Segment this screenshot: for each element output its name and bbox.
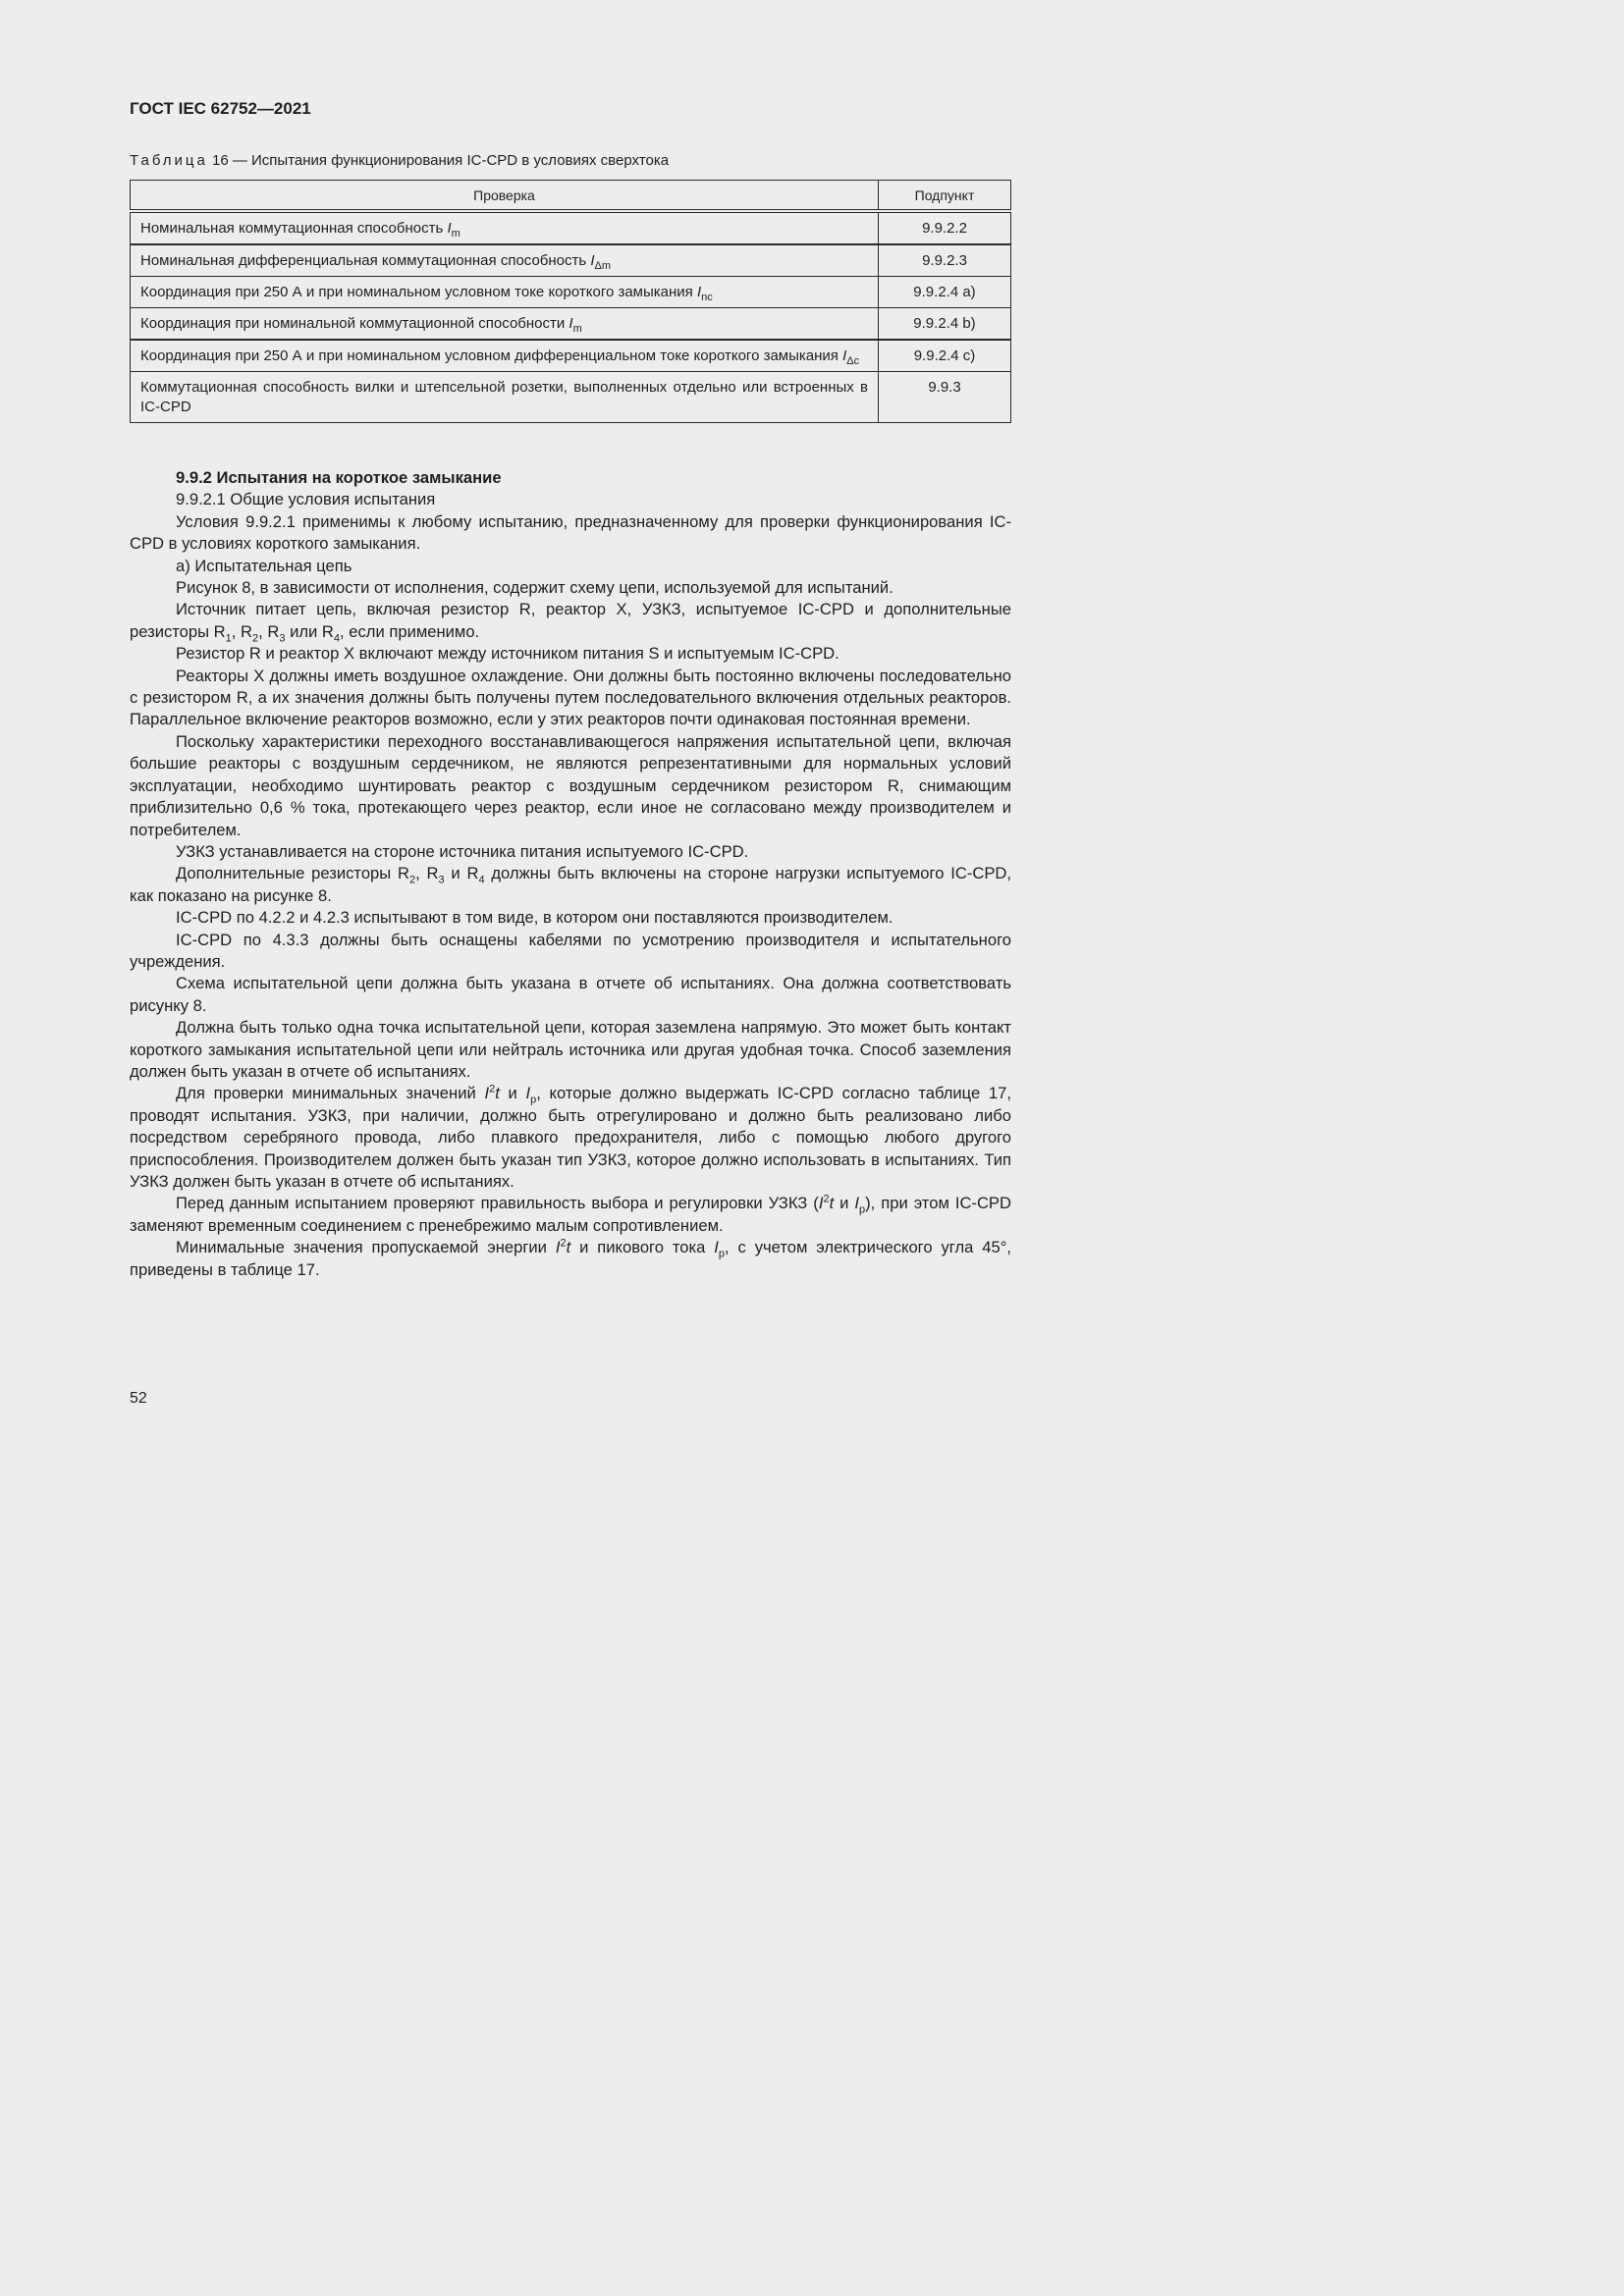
document-header: ГОСТ IEC 62752—2021 <box>130 99 311 118</box>
column-header-subclause: Подпункт <box>879 181 1011 212</box>
table-cell-subclause: 9.9.2.4 a) <box>879 277 1011 308</box>
subsection-heading: 9.9.2.1 Общие условия испытания <box>176 490 436 509</box>
table-cell-subclause: 9.9.2.4 b) <box>879 308 1011 341</box>
table-cell-subclause: 9.9.2.4 c) <box>879 340 1011 372</box>
section-heading: 9.9.2 Испытания на короткое замыкание <box>176 468 502 487</box>
list-item-heading: а) Испытательная цепь <box>176 556 352 575</box>
document-page <box>0 0 1089 1539</box>
paragraph: Рисунок 8, в зависимости от исполнения, содержит схему цепи, используемой для испытаний. <box>176 578 893 598</box>
table-caption <box>130 152 669 169</box>
table-cell-check: Координация при 250 А и при номинальном условном дифференциальном токе короткого замыкания $I_{\Delta c}$ <box>131 340 879 372</box>
table-row <box>131 340 1011 372</box>
table-caption-text: 16 — Испытания функционирования IC-CPD в условиях сверхтока <box>207 152 670 169</box>
paragraph: Резистор R и реактор X включают между источником питания S и испытуемым IC-CPD. <box>176 644 839 664</box>
table-cell-check: Коммутационная способность вилки и штепсельной розетки, выполненных отдельно или встроенных в IC-CPD <box>131 372 879 423</box>
paragraph: Перед данным испытанием проверяют правильность выбора и регулировки УЗКЗ ($I^2t$ и $I_p$), при этом IC-CPD заменяют временным соединением с пренебрежимо малым сопротивлением. <box>130 1193 1011 1235</box>
paragraph: УЗКЗ устанавливается на стороне источника питания испытуемого IC-CPD. <box>176 841 749 861</box>
table-cell-subclause: 9.9.2.2 <box>879 211 1011 244</box>
column-header-check: Проверка <box>131 181 879 212</box>
table-row <box>131 244 1011 277</box>
checks-table <box>130 180 1011 423</box>
table-header-row <box>131 181 1011 212</box>
table-cell-subclause: 9.9.3 <box>879 372 1011 423</box>
table-cell-check: Номинальная коммутационная способность $I_m$ <box>131 211 879 244</box>
body-text <box>130 467 1011 1281</box>
paragraph: Реакторы X должны иметь воздушное охлаждение. Они должны быть постоянно включены последовательно с резистором R, а их значения должны быть получены путем последовательного включения отдельных реакторов. Параллельное включение реакторов возможно, если у этих реакторов почти одинаковая постоянная времени. <box>130 666 1011 729</box>
paragraph: IC-CPD по 4.3.3 должны быть оснащены кабелями по усмотрению производителя и испытательного учреждения. <box>130 930 1011 971</box>
paragraph: IC-CPD по 4.2.2 и 4.2.3 испытывают в том виде, в котором они поставляются производителем. <box>176 908 893 928</box>
page-number: 52 <box>130 1390 147 1407</box>
table-cell-check: Номинальная дифференциальная коммутационная способность $I_{\Delta m}$ <box>131 244 879 277</box>
paragraph: Должна быть только одна точка испытательной цепи, которая заземлена напрямую. Это может быть контакт короткого замыкания испытательной цепи или нейтраль источника или другая удобная точка. Способ заземления должен быть указан в отчете об испытаниях. <box>130 1018 1011 1081</box>
table-row <box>131 211 1011 244</box>
table-cell-subclause: 9.9.2.3 <box>879 244 1011 277</box>
table-row <box>131 372 1011 423</box>
table-row <box>131 277 1011 308</box>
paragraph: Поскольку характеристики переходного восстанавливающегося напряжения испытательной цепи, включая большие реакторы с воздушным сердечником, не являются репрезентативными для нормальных условий эксплуатации, необходимо шунтировать реактор с воздушным сердечником резистором R, снимающим приблизительно 0,6 % тока, протекающего через реактор, если иное не согласовано между производителем и потребителем. <box>130 731 1011 839</box>
paragraph: Условия 9.9.2.1 применимы к любому испытанию, предназначенному для проверки функционирования IC-CPD в условиях короткого замыкания. <box>130 511 1011 554</box>
table-cell-check: Координация при номинальной коммутационной способности $I_m$ <box>131 308 879 341</box>
paragraph: Для проверки минимальных значений $I^2t$ и $I_p$, которые должно выдержать IC-CPD согласно таблице 17, проводят испытания. УЗКЗ, при наличии, должно быть отрегулировано и должно быть реализовано либо посредством серебряного провода, либо плавкого предохранителя, либо с помощью любого другого приспособления. Производителем должен быть указан тип УЗКЗ, которое должно использовать в испытаниях. Тип УЗКЗ должен быть указан в отчете об испытаниях. <box>130 1083 1011 1191</box>
table-caption-word: Таблица <box>130 152 208 169</box>
paragraph: Схема испытательной цепи должна быть указана в отчете об испытаниях. Она должна соответствовать рисунку 8. <box>130 974 1011 1015</box>
paragraph: Минимальные значения пропускаемой энергии $I^2t$ и пикового тока $I_p$, с учетом электрического угла 45°, приведены в таблице 17. <box>130 1237 1011 1279</box>
table-cell-check: Координация при 250 А и при номинальном условном токе короткого замыкания $I_{nc}$ <box>131 277 879 308</box>
table-row <box>131 308 1011 341</box>
paragraph: Источник питает цепь, включая резистор R, реактор X, УЗКЗ, испытуемое IC-CPD и дополнительные резисторы $R_1$, $R_2$, $R_3$ или $R_4$, если применимо. <box>130 600 1011 645</box>
paragraph: Дополнительные резисторы $R_2$, $R_3$ и $R_4$ должны быть включены на стороне нагрузки испытуемого IC-CPD, как показано на рисунке 8. <box>130 864 1011 905</box>
